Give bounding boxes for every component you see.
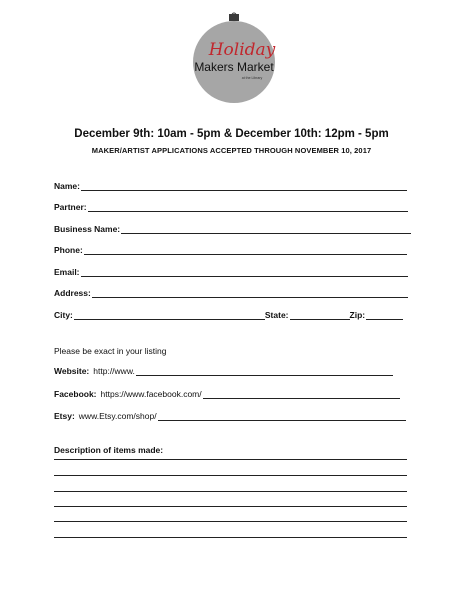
etsy-label: Etsy: [54, 411, 75, 421]
email-row [54, 265, 408, 277]
description-line[interactable] [54, 459, 407, 460]
business-row [54, 222, 411, 234]
description-line[interactable] [54, 506, 407, 507]
partner-row [54, 200, 408, 212]
address-label: Address: [54, 288, 91, 298]
facebook-label: Facebook: [54, 389, 97, 399]
description-line[interactable] [54, 521, 407, 522]
city-field[interactable] [74, 310, 265, 320]
description-line[interactable] [54, 475, 407, 476]
state-field[interactable] [290, 310, 350, 320]
phone-row [54, 243, 407, 255]
partner-label: Partner: [54, 202, 87, 212]
city-state-zip-row [54, 308, 403, 320]
logo-small-text: at the Library [241, 76, 263, 80]
website-label: Website: [54, 366, 90, 376]
state-label: State: [264, 310, 289, 320]
etsy-field[interactable] [158, 411, 406, 421]
name-label: Name: [54, 181, 80, 191]
business-name-field[interactable] [121, 224, 411, 234]
zip-label: Zip: [349, 310, 366, 320]
address-row [54, 286, 408, 298]
description-line[interactable] [54, 491, 407, 492]
website-field[interactable] [136, 366, 393, 376]
facebook-row [54, 387, 400, 399]
description-line[interactable] [54, 537, 407, 538]
application-deadline: MAKER/ARTIST APPLICATIONS ACCEPTED THROUGH NOVEMBER 10, 2017 [91, 146, 372, 155]
name-row [54, 179, 407, 191]
etsy-row [54, 409, 406, 421]
email-label: Email: [54, 267, 80, 277]
city-label: City: [54, 310, 73, 320]
phone-label: Phone: [54, 245, 83, 255]
etsy-prefix: www.Etsy.com/shop/ [78, 411, 157, 421]
facebook-prefix: https://www.facebook.com/ [100, 389, 202, 399]
description-title: Description of items made: [54, 445, 164, 455]
facebook-field[interactable] [203, 389, 400, 399]
website-row [54, 364, 393, 376]
logo-main-text: Makers Market [194, 60, 274, 74]
name-field[interactable] [81, 181, 407, 191]
event-dates: December 9th: 10am - 5pm & December 10th: 12pm - 5pm [74, 128, 389, 140]
email-field[interactable] [81, 267, 408, 277]
website-prefix: http://www. [93, 366, 135, 376]
listing-note: Please be exact in your listing [54, 346, 167, 356]
phone-field[interactable] [84, 245, 407, 255]
zip-field[interactable] [366, 310, 403, 320]
business-name-label: Business Name: [54, 224, 121, 234]
holiday-makers-market-logo [184, 12, 284, 107]
address-field[interactable] [92, 288, 408, 298]
partner-field[interactable] [88, 202, 408, 212]
logo-script-text: Holiday [208, 40, 276, 60]
